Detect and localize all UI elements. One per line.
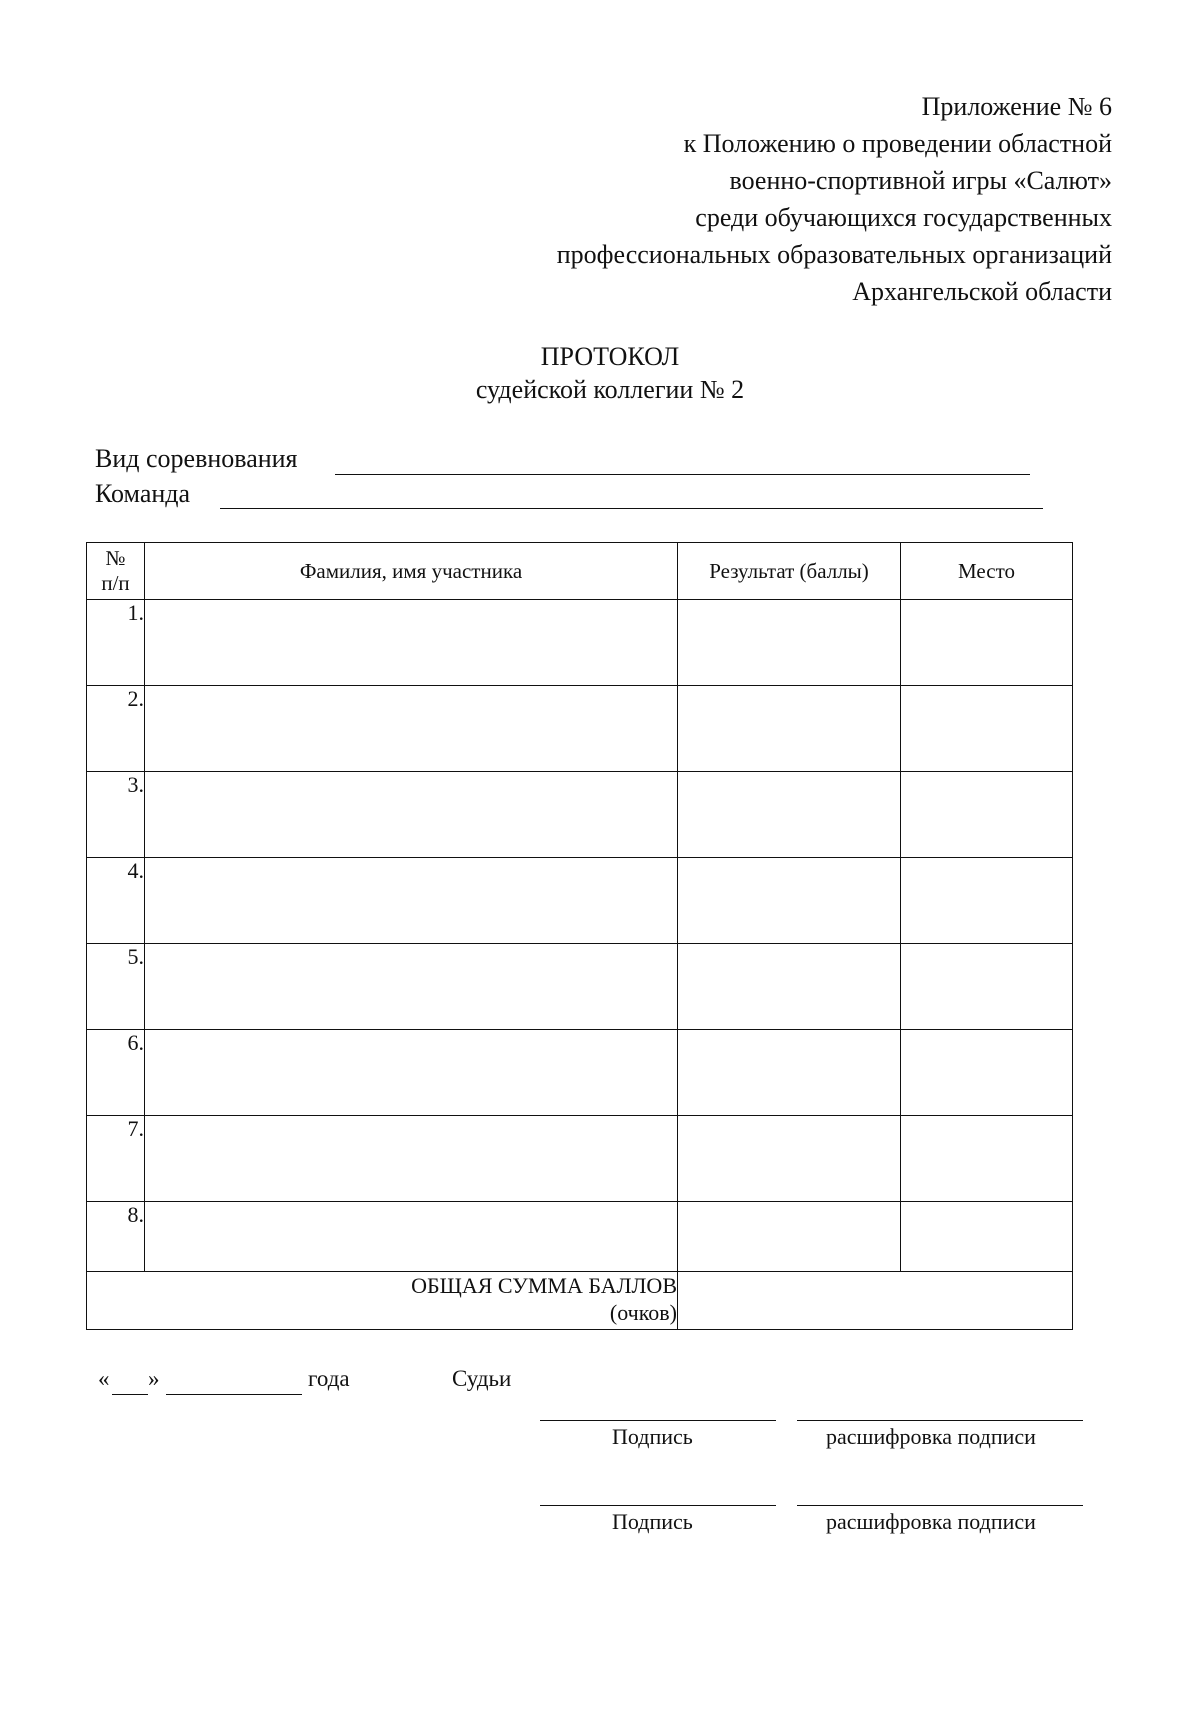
appendix-line: Архангельской области xyxy=(852,277,1112,306)
row-number: 6. xyxy=(87,1030,145,1116)
place-cell[interactable] xyxy=(901,1116,1073,1202)
header-name: Фамилия, имя участника xyxy=(145,543,678,600)
results-table xyxy=(86,542,1073,1330)
total-label xyxy=(87,1272,678,1330)
signature-line[interactable] xyxy=(540,1505,776,1506)
place-cell[interactable] xyxy=(901,1202,1073,1272)
participant-name-cell[interactable] xyxy=(145,772,678,858)
date-open-quote: « xyxy=(98,1366,110,1391)
team-field-line[interactable] xyxy=(220,508,1043,509)
result-cell[interactable] xyxy=(678,1202,901,1272)
protocol-title: ПРОТОКОЛ xyxy=(540,342,680,371)
row-number: 7. xyxy=(87,1116,145,1202)
participant-name-cell[interactable] xyxy=(145,1202,678,1272)
table-row xyxy=(87,686,1073,772)
row-number: 1. xyxy=(87,600,145,686)
row-number: 8. xyxy=(87,1202,145,1272)
protocol-subtitle: судейской коллегии № 2 xyxy=(475,375,745,404)
header-result: Результат (баллы) xyxy=(678,543,901,600)
result-cell[interactable] xyxy=(678,944,901,1030)
total-label-line1: ОБЩАЯ СУММА БАЛЛОВ xyxy=(411,1273,677,1298)
total-value-cell[interactable] xyxy=(678,1272,1073,1330)
place-cell[interactable] xyxy=(901,772,1073,858)
appendix-line: профессиональных образовательных организаций xyxy=(556,240,1112,269)
row-number: 4. xyxy=(87,858,145,944)
row-number: 3. xyxy=(87,772,145,858)
result-cell[interactable] xyxy=(678,858,901,944)
table-row xyxy=(87,858,1073,944)
appendix-line: к Положению о проведении областной xyxy=(683,129,1112,158)
protocol-title-block xyxy=(0,340,1200,406)
participant-name-cell[interactable] xyxy=(145,686,678,772)
date-month-line[interactable] xyxy=(166,1394,302,1395)
header-number-abbr: п/п xyxy=(101,571,130,595)
competition-field-label: Вид соревнования xyxy=(95,444,298,473)
table-header-row xyxy=(87,543,1073,600)
place-cell[interactable] xyxy=(901,1030,1073,1116)
signature-decode-caption: расшифровка подписи xyxy=(826,1509,1036,1534)
signature-decode-line[interactable] xyxy=(797,1420,1083,1421)
row-number: 2. xyxy=(87,686,145,772)
signature-decode-caption: расшифровка подписи xyxy=(826,1424,1036,1449)
year-label: года xyxy=(308,1366,350,1391)
table-row xyxy=(87,1116,1073,1202)
signature-caption: Подпись xyxy=(612,1424,693,1449)
competition-field-line[interactable] xyxy=(335,474,1030,475)
judges-label: Судьи xyxy=(452,1366,512,1391)
appendix-line: военно-спортивной игры «Салют» xyxy=(729,166,1112,195)
total-label-line2: (очков) xyxy=(609,1300,677,1325)
date-day-line[interactable] xyxy=(112,1394,148,1395)
appendix-line: среди обучающихся государственных xyxy=(695,203,1112,232)
place-cell[interactable] xyxy=(901,858,1073,944)
participant-name-cell[interactable] xyxy=(145,858,678,944)
team-field-label: Команда xyxy=(95,479,191,508)
participant-name-cell[interactable] xyxy=(145,944,678,1030)
participant-name-cell[interactable] xyxy=(145,600,678,686)
table-row xyxy=(87,1030,1073,1116)
table-row xyxy=(87,1202,1073,1272)
signature-caption: Подпись xyxy=(612,1509,693,1534)
header-place: Место xyxy=(901,543,1073,600)
appendix-header xyxy=(557,88,1112,310)
row-number: 5. xyxy=(87,944,145,1030)
result-cell[interactable] xyxy=(678,772,901,858)
participant-name-cell[interactable] xyxy=(145,1030,678,1116)
result-cell[interactable] xyxy=(678,600,901,686)
table-row xyxy=(87,772,1073,858)
total-row xyxy=(87,1272,1073,1330)
table-row xyxy=(87,600,1073,686)
appendix-line: Приложение № 6 xyxy=(921,92,1112,121)
table-row xyxy=(87,944,1073,1030)
participant-name-cell[interactable] xyxy=(145,1116,678,1202)
place-cell[interactable] xyxy=(901,686,1073,772)
result-cell[interactable] xyxy=(678,1030,901,1116)
date-close-quote: » xyxy=(148,1366,160,1391)
signature-decode-line[interactable] xyxy=(797,1505,1083,1506)
place-cell[interactable] xyxy=(901,600,1073,686)
header-number-symbol: № xyxy=(105,546,126,570)
place-cell[interactable] xyxy=(901,944,1073,1030)
header-number xyxy=(87,543,145,600)
signature-line[interactable] xyxy=(540,1420,776,1421)
result-cell[interactable] xyxy=(678,686,901,772)
result-cell[interactable] xyxy=(678,1116,901,1202)
